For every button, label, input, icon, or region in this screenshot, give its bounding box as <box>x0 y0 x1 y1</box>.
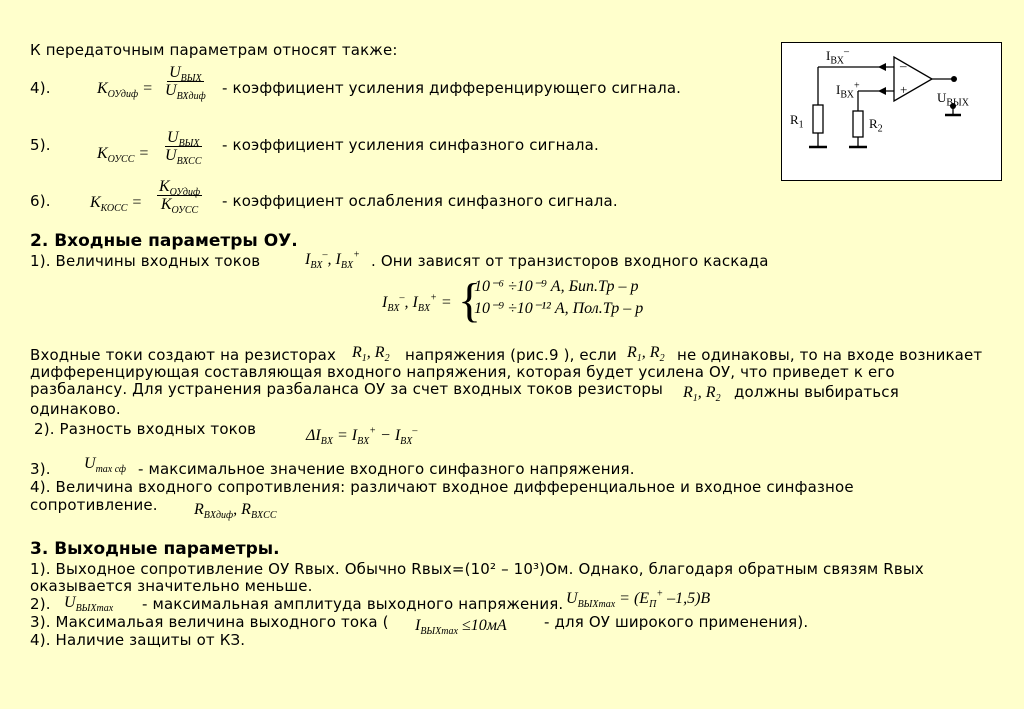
delta-i-formula: $\Delta I_{BX} = I_{BX}^+ - I_{BX}^-$ <box>306 425 418 448</box>
k-koss-description: - коэффициент ослабления синфазного сигнала. <box>222 192 618 210</box>
op-amp-minus-sign: – <box>900 58 907 73</box>
s2-item4-line1: 4). Величина входного сопротивления: различают входное дифференциальное и входное синфазное <box>30 478 854 496</box>
s2-para-c: не одинаковы, то на входе возникает <box>677 346 983 364</box>
input-currents-formula: $I_{BX}^-$, $I_{BX}^+$ <box>305 249 360 272</box>
i-out-max-formula: $I_{BЫXmax} \le 10мА$ <box>415 617 507 638</box>
k-oudif-description: - коэффициент усиления дифференцирующего сигнала. <box>222 79 682 97</box>
op-amp-schematic <box>782 43 1001 180</box>
item-5-number: 5). <box>30 136 51 154</box>
s2-para-a: Входные токи создают на резисторах <box>30 346 337 364</box>
input-currents-cases <box>474 276 643 320</box>
label-i-minus: $I_{ВХ}^-$ <box>826 46 849 67</box>
section-3-heading: 3. Выходные параметры. <box>30 539 280 559</box>
k-koss-symbol: $K_{КОСС}$ = <box>90 194 143 215</box>
s2-item4-line2: сопротивление. <box>30 496 158 514</box>
arrow-iplus-icon <box>878 87 886 95</box>
s3-item2-num: 2). <box>30 595 51 613</box>
k-koss-fraction: $K_{ОУдиф}$ $K_{ОУСС}$ <box>159 178 201 217</box>
r1-r2-symbol-3: $R_1$, $R_2$ <box>683 384 721 405</box>
op-amp-plus-sign: + <box>900 82 908 97</box>
s3-line1: 1). Выходное сопротивление ОУ Rвых. Обычно Rвых=(10² – 10³)Ом. Однако, благодаря обратным связям Rвых <box>30 560 924 578</box>
label-r2: $R_2$ <box>869 116 883 135</box>
item-6-number: 6). <box>30 192 51 210</box>
s3-item4: 4). Наличие защиты от КЗ. <box>30 631 246 649</box>
s2-para-line4: одинаково. <box>30 400 121 418</box>
s3-item2-desc: - максимальная амплитуда выходного напряжения. <box>142 595 564 613</box>
case-fet: 10⁻⁹ ÷10⁻¹² А, Пол.Тр – р <box>474 300 644 317</box>
resistor-r2 <box>853 111 863 137</box>
s2-para-b: напряжения (рис.9 ), если <box>405 346 617 364</box>
intro-text: К передаточным параметрам относят также: <box>30 41 398 59</box>
k-oucc-description: - коэффициент усиления синфазного сигнала. <box>222 136 599 154</box>
resistor-r1 <box>813 105 823 133</box>
u-max-cf-symbol: $U_{max сф}$ <box>84 455 127 476</box>
s2-para-line3b: должны выбираться <box>734 383 899 401</box>
input-currents-lhs: $I_{BX}^-$, $I_{BX}^+$ = <box>382 292 452 315</box>
u-out-max-symbol: $U_{BЫXmax}$ <box>64 594 114 615</box>
label-r1: $R_1$ <box>790 112 804 131</box>
s2-item2: 2). Разность входных токов <box>34 420 257 438</box>
s2-item3-desc: - максимальное значение входного синфазного напряжения. <box>138 460 635 478</box>
s2-para-line3a: разбалансу. Для устранения разбаланса ОУ за счет входных токов резисторы <box>30 380 663 398</box>
k-oudif-fraction: $U_{ВЫХ}$ $U_{ВХдиф}$ <box>165 64 206 103</box>
arrow-iminus-icon <box>878 63 886 71</box>
section-2-heading: 2. Входные параметры ОУ. <box>30 231 298 251</box>
item-4-number: 4). <box>30 79 51 97</box>
k-oucc-symbol: $K_{ОУСС}$ = <box>97 145 150 166</box>
s3-item3-suffix: - для ОУ широкого применения). <box>544 613 809 631</box>
s2-line1-suffix: . Они зависят от транзисторов входного каскада <box>371 252 769 270</box>
k-oucc-fraction: $U_{ВЫХ}$ $U_{ВХСС}$ <box>165 129 202 168</box>
u-out-max-formula: $U_{BЫXmax} = (E_П^+$ –1,5)В <box>566 588 711 611</box>
output-node <box>951 76 957 82</box>
case-bipolar: 10⁻⁶ ÷10⁻⁹ А, Бип.Тр – р <box>474 278 639 295</box>
r1-r2-symbol-1: $R_1$, $R_2$ <box>352 344 390 365</box>
brace-icon: { <box>458 274 482 327</box>
s2-para-line2: дифференцирующая составляющая входного напряжения, которая будет усилена ОУ, что приведет к его <box>30 363 895 381</box>
r1-r2-symbol-2: $R_1$, $R_2$ <box>627 344 665 365</box>
s2-item3-num: 3). <box>30 460 51 478</box>
s3-line2: оказывается значительно меньше. <box>30 577 313 595</box>
r-input-formula: $R_{BXдиф}$, $R_{BXCC}$ <box>194 501 277 522</box>
op-amp-circuit-figure <box>781 42 1002 181</box>
label-u-out: $U_{ВЫХ}$ <box>937 90 970 109</box>
s3-item3-prefix: 3). Максимальая величина выходного тока ( <box>30 613 389 631</box>
label-i-plus: $I_{ВХ}^+$ <box>836 80 860 101</box>
s2-line1-prefix: 1). Величины входных токов <box>30 252 261 270</box>
k-oudif-symbol: $K_{ОУдиф}$ = <box>97 80 153 101</box>
